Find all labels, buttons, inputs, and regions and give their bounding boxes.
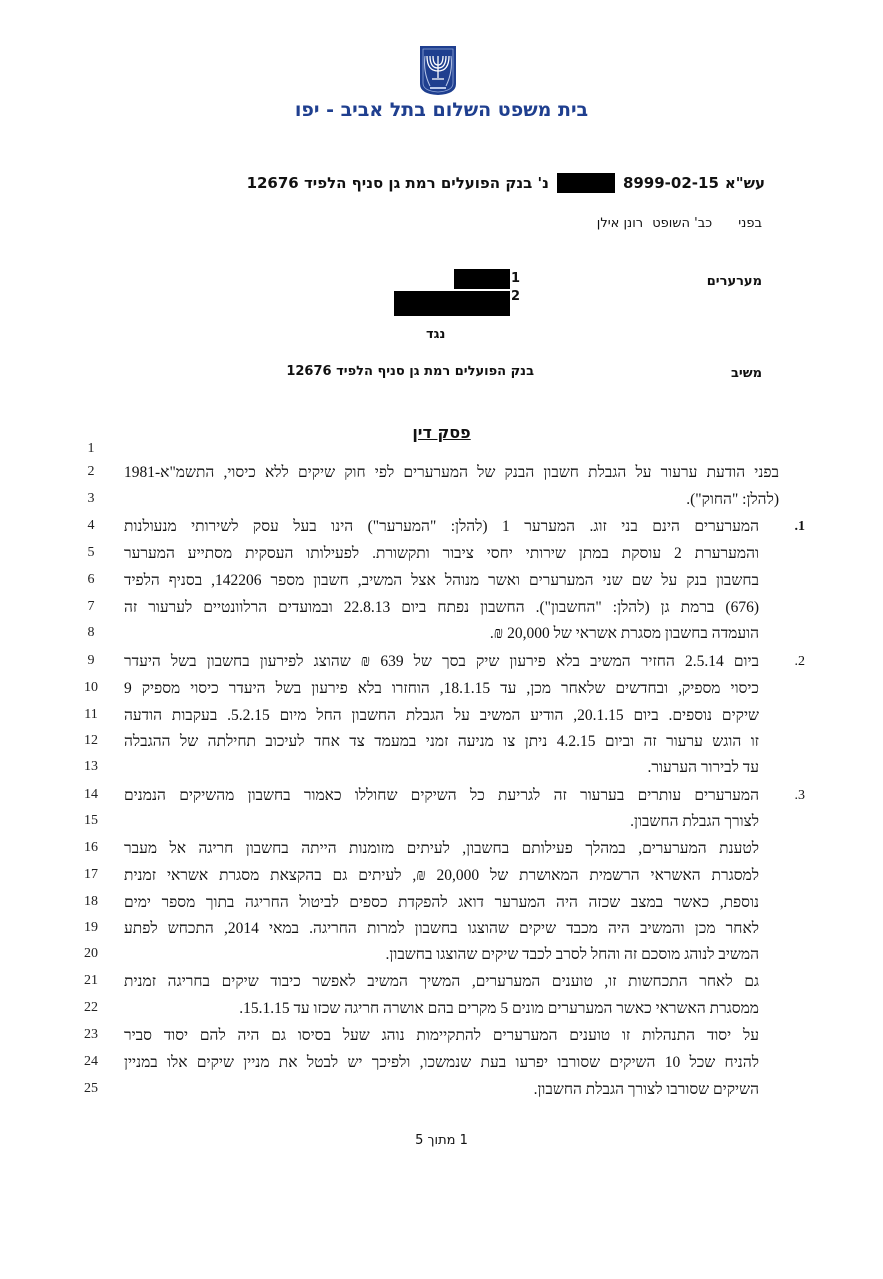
paragraph-line: והמערערת 2 עוסקת במתן שירותי יחסי ציבור ותקשורת. לפעילותו העסקית מסתייע המערער [124, 545, 759, 562]
paragraph-line: על יסוד התנהלות זו טוענים המערערים להתקיימות נוהג שעל בסיסו גם היה להם יסוד סביר [124, 1027, 759, 1044]
paragraph-line: הועמדה בחשבון מסגרת אשראי של 20,000 ₪. [489, 625, 759, 642]
line-number: 14 [84, 787, 98, 802]
line-number: 10 [84, 680, 98, 695]
paragraph-line: המשיב לנוהג מוסכם זה והחל לסרב לכבד שיקים שהוצגו בחשבון. [385, 946, 759, 963]
appellant-1-number: 1 [511, 271, 521, 286]
line-number: 16 [84, 840, 98, 855]
paragraph-number: 3. [794, 788, 805, 803]
appellant-2-number: 2 [511, 289, 521, 304]
case-caption [247, 173, 765, 193]
paragraph-line: המערערים עותרים בערעור זה לגריעת כל השיקים שחוללו כאמור בחשבון מהשיקים הנמנים [124, 787, 759, 804]
line-number: 13 [84, 759, 98, 774]
line-number: 11 [84, 707, 98, 722]
paragraph-line: למסגרת האשראי הרשמית המאושרת של 20,000 ₪, לעיתים גם בהקצאת מסגרת אשראי זמנית [124, 867, 759, 884]
line-number: 9 [87, 653, 95, 668]
paragraph-line: המערערים הינם בני זוג. המערער 1 (להלן: "המערער") הינו בעל עסק לשירותי מנעולנות [124, 518, 759, 535]
paragraph-number: 2. [794, 654, 805, 669]
line-number: 8 [87, 625, 95, 640]
paragraph-line: ממסגרת האשראי כאשר המערערים מונים 5 מקרים בהם אושרה חריגה שכזו עד 15.1.15. [239, 1000, 759, 1017]
line-number: 1 [87, 441, 95, 456]
intro-line: בפני הודעת ערעור על הגבלת חשבון הבנק של המערערים לפי חוק שיקים ללא כיסוי, התשמ"א-1981 [124, 464, 779, 481]
case-prefix: עש"א [724, 174, 765, 192]
judge-title: כב' השופט [652, 216, 713, 231]
court-name: בית משפט השלום בתל אביב - יפו [294, 99, 589, 121]
case-number: 8999-02-15 [622, 174, 719, 192]
paragraph-line: בחשבון בנק על שם שני המערערים ואשר מנוהל אצל המשיב, חשבון מספר 142206, בסניף הלפיד [124, 572, 759, 589]
paragraph-line: עד לבירור הערעור. [647, 759, 759, 776]
paragraph-line: כיסוי מספיק, ובחדשים שלאחר מכן, עד 18.1.15, הוחזרו בלא פירעון בשל היעדר כיסוי מספיק 9 [124, 680, 759, 697]
line-number: 25 [84, 1081, 98, 1096]
paragraph-line: ביום 2.5.14 החזיר המשיב בלא פירעון שיק בסך של 639 ₪ שהוצג לפירעון בחשבון בשל היעדר [124, 653, 759, 670]
line-number: 3 [87, 491, 95, 506]
paragraph-line: נוספת, כאשר במצב שכזה היה המערער דואג להפקדת כספים לביטול החריגה בתוך מספר ימים [124, 894, 759, 911]
respondent-name: בנק הפועלים רמת גן סניף הלפיד 12676 [286, 364, 534, 379]
intro-line: (להלן: "החוק"). [686, 491, 779, 508]
line-number: 6 [87, 572, 95, 587]
line-number: 7 [87, 599, 95, 614]
paragraph-line: (676) ברמת גן (להלן: "החשבון"). החשבון נפתח ביום 22.8.13 ובמועדים הרלוונטיים לערעור זה [124, 599, 759, 616]
redacted-appellant-2 [394, 291, 510, 316]
line-number: 2 [87, 464, 95, 479]
line-number: 12 [84, 733, 98, 748]
paragraph-line: זו הוגש ערעור זה וביום 4.2.15 ניתן צו מניעה זמני במעמד צד אחד לעיכוב תחילתה של ההגבלה [124, 733, 759, 750]
line-number: 15 [84, 813, 98, 828]
redacted-name [557, 173, 615, 193]
line-number: 24 [84, 1054, 98, 1069]
paragraph-line: לצורך הגבלת החשבון. [630, 813, 759, 830]
judge-name: רונן אילן [596, 216, 644, 231]
paragraph-line: להניח שכל 10 השיקים שסורבו יפרעו בעת שנמשכו, ולפיכך יש לבטל את מניין שיקים אלו במניין [124, 1054, 759, 1071]
line-number: 19 [84, 920, 98, 935]
line-number: 21 [84, 973, 98, 988]
line-number: 20 [84, 946, 98, 961]
verdict-title: פסק דין [412, 423, 471, 442]
paragraph-line: לאחר מכן והמשיב היה מכבד שיקים שהוצגו בחשבון למרות החריגה. במאי 2014, התכחש לפתע [124, 920, 759, 937]
before-label: בפני [738, 216, 762, 231]
paragraph-number: 1. [794, 519, 805, 534]
line-number: 4 [87, 518, 95, 533]
paragraph-line: לטענת המערערים, במהלך פעילותם בחשבון, לעיתים מזומנות הייתה בחשבון חריגה אל מעבר [124, 840, 759, 857]
respondent-label: משיב [730, 366, 762, 381]
paragraph-line: גם לאחר התכחשות זו, טוענים המערערים, המשיך המשיב לאפשר כיבוד שיקים בחריגה זמנית [124, 973, 759, 990]
line-number: 23 [84, 1027, 98, 1042]
line-number: 17 [84, 867, 98, 882]
paragraph-line: שיקים נוספים. ביום 20.1.15, הודיע המשיב על הגבלת החשבון החל מיום 5.2.15. בעקבות הודעה [124, 707, 759, 724]
judge-line [575, 216, 762, 231]
appellants-label: מערערים [706, 274, 762, 289]
against-label: נגד [426, 327, 446, 342]
line-number: 22 [84, 1000, 98, 1015]
case-versus: נ' בנק הפועלים רמת גן סניף הלפיד 12676 [246, 174, 549, 192]
line-number: 18 [84, 894, 98, 909]
line-number: 5 [87, 545, 95, 560]
paragraph-line: השיקים שסורבו לצורך הגבלת החשבון. [533, 1081, 759, 1098]
redacted-appellant-1 [454, 269, 510, 289]
state-emblem-icon [418, 44, 458, 96]
page-number: 1 מתוך 5 [415, 1133, 468, 1148]
